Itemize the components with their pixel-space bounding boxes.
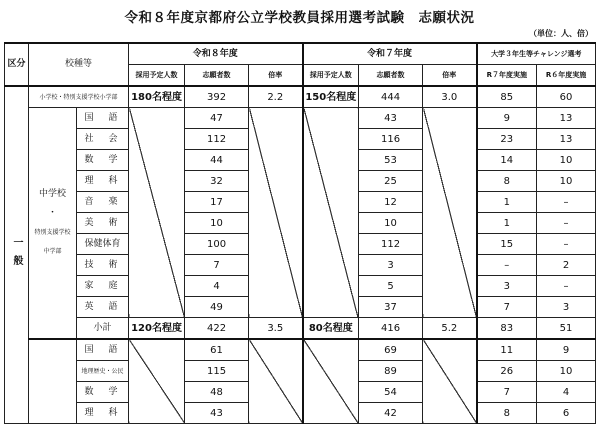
jh-r8-applicants: 17 [185,192,249,213]
hs-subject-name: 数 学 [77,382,129,403]
jh-subtotal-r7-planned: 80名程度 [303,318,359,340]
jh-subject-name: 家 庭 [77,276,129,297]
jh-r7-ratio-slash [423,108,477,318]
header-challenge: 大学３年生等チャレンジ選考 [477,43,596,65]
jh-subject-name: 英 語 [77,297,129,318]
jh-ch-r6: – [537,192,596,213]
jh-r7-planned-slash [303,108,359,318]
high-school-label-cell [29,339,77,424]
hs-ch-r6: 4 [537,382,596,403]
hs-subject-name: 地理歴史・公民 [77,361,129,382]
elementary-r7-planned: 150名程度 [303,86,359,108]
junior-high-label-cell [29,108,77,340]
header-r8-applicants: 志願者数 [185,65,249,87]
hs-r8-applicants: 115 [185,361,249,382]
jh-subject-name: 美 術 [77,213,129,234]
hs-ch-r7: 8 [477,403,537,424]
jh-subtotal-ch-r7: 83 [477,318,537,340]
jh-subject-name: 理 科 [77,171,129,192]
jh-ch-r6: 2 [537,255,596,276]
jh-ch-r6: 3 [537,297,596,318]
elementary-label: 小学校・特別支援学校小学部 [29,86,129,108]
unit-note: （単位：人、倍） [529,29,593,38]
hs-r7-ratio-slash [423,339,477,424]
jh-ch-r6: – [537,213,596,234]
jh-ch-r7: 8 [477,171,537,192]
hs-r7-applicants: 54 [359,382,423,403]
jh-subtotal-r7-ratio: 5.2 [423,318,477,340]
hs-ch-r7: 7 [477,382,537,403]
jh-r7-applicants: 10 [359,213,423,234]
applicants-table [4,42,596,424]
jh-subject-name: 数 学 [77,150,129,171]
jh-subject-name: 社 会 [77,129,129,150]
elementary-r8-applicants: 392 [185,86,249,108]
elementary-ch-r7: 85 [477,86,537,108]
hs-ch-r7: 26 [477,361,537,382]
jh-r8-applicants: 4 [185,276,249,297]
hs-subject-name: 理 科 [77,403,129,424]
hs-subject-name: 国 語 [77,339,129,361]
jh-ch-r6: 13 [537,129,596,150]
jh-label-line3: 特別支援学校 [34,229,71,236]
jh-ch-r7: 1 [477,192,537,213]
hs-r7-applicants: 89 [359,361,423,382]
jh-subtotal-r8-planned: 120名程度 [129,318,185,340]
jh-r7-applicants: 25 [359,171,423,192]
hs-ch-r7: 11 [477,339,537,361]
jh-r7-applicants: 53 [359,150,423,171]
kubun-label: 一般 [11,237,22,273]
hs-ch-r6: 10 [537,361,596,382]
elementary-r8-ratio: 2.2 [249,86,303,108]
table-row-jh-0 [5,108,596,129]
jh-r8-applicants: 100 [185,234,249,255]
header-kubun: 区分 [5,43,29,86]
hs-r8-planned-slash [129,339,185,424]
jh-ch-r6: 10 [537,171,596,192]
hs-ch-r6: 9 [537,339,596,361]
jh-r7-applicants: 37 [359,297,423,318]
jh-label-line1: 中学校 [38,189,66,199]
hs-r8-applicants: 48 [185,382,249,403]
header-row-1 [5,43,596,65]
jh-r8-applicants: 49 [185,297,249,318]
elementary-r8-planned: 180名程度 [129,86,185,108]
jh-label-line4: 中学部 [43,248,62,255]
jh-subject-name: 音 楽 [77,192,129,213]
hs-r8-applicants: 43 [185,403,249,424]
header-r8-ratio: 倍率 [249,65,303,87]
hs-r8-ratio-slash [249,339,303,424]
jh-r8-applicants: 112 [185,129,249,150]
elementary-r7-applicants: 444 [359,86,423,108]
hs-r7-planned-slash [303,339,359,424]
document-title: 令和８年度京都府公立学校教員採用選考試験 志願状況 [124,10,475,26]
header-school-type: 校種等 [29,43,129,86]
header-r7-planned: 採用予定人数 [303,65,359,87]
table-row-hs-0 [5,339,596,361]
jh-r8-applicants: 7 [185,255,249,276]
jh-subject-name: 技 術 [77,255,129,276]
elementary-ch-r6: 60 [537,86,596,108]
jh-ch-r6: – [537,276,596,297]
jh-r8-applicants: 32 [185,171,249,192]
jh-ch-r7: 9 [477,108,537,129]
jh-subtotal-r8-applicants: 422 [185,318,249,340]
jh-subject-name: 国 語 [77,108,129,129]
elementary-r7-ratio: 3.0 [423,86,477,108]
jh-subtotal-ch-r6: 51 [537,318,596,340]
jh-ch-r7: 3 [477,276,537,297]
table-row-elementary [5,86,596,108]
jh-r7-applicants: 12 [359,192,423,213]
jh-r8-applicants: 44 [185,150,249,171]
jh-subtotal-r7-applicants: 416 [359,318,423,340]
jh-subtotal-label: 小計 [77,318,129,340]
header-r7-ratio: 倍率 [423,65,477,87]
jh-r7-applicants: 5 [359,276,423,297]
jh-ch-r7: 15 [477,234,537,255]
hs-r8-applicants: 61 [185,339,249,361]
jh-r8-ratio-slash [249,108,303,318]
jh-r8-applicants: 10 [185,213,249,234]
header-ch-r7: R７年度実施 [477,65,537,87]
jh-r7-applicants: 112 [359,234,423,255]
table-row-jh-subtotal [5,318,596,340]
jh-subtotal-r8-ratio: 3.5 [249,318,303,340]
header-r7-applicants: 志願者数 [359,65,423,87]
jh-label-line2: ・ [47,208,57,218]
jh-r7-applicants: 3 [359,255,423,276]
jh-ch-r7: 1 [477,213,537,234]
header-r8-planned: 採用予定人数 [129,65,185,87]
jh-ch-r6: – [537,234,596,255]
jh-r8-applicants: 47 [185,108,249,129]
hs-ch-r6: 6 [537,403,596,424]
jh-ch-r6: 10 [537,150,596,171]
kubun-cell [5,86,29,424]
hs-r7-applicants: 42 [359,403,423,424]
header-r8: 令和８年度 [129,43,303,65]
header-r7: 令和７年度 [303,43,477,65]
jh-ch-r7: 7 [477,297,537,318]
jh-ch-r7: – [477,255,537,276]
jh-subject-name: 保健体育 [77,234,129,255]
jh-ch-r6: 13 [537,108,596,129]
hs-r7-applicants: 69 [359,339,423,361]
jh-r7-applicants: 43 [359,108,423,129]
header-ch-r6: R６年度実施 [537,65,596,87]
jh-r7-applicants: 116 [359,129,423,150]
jh-r8-planned-slash [129,108,185,318]
jh-ch-r7: 23 [477,129,537,150]
jh-ch-r7: 14 [477,150,537,171]
